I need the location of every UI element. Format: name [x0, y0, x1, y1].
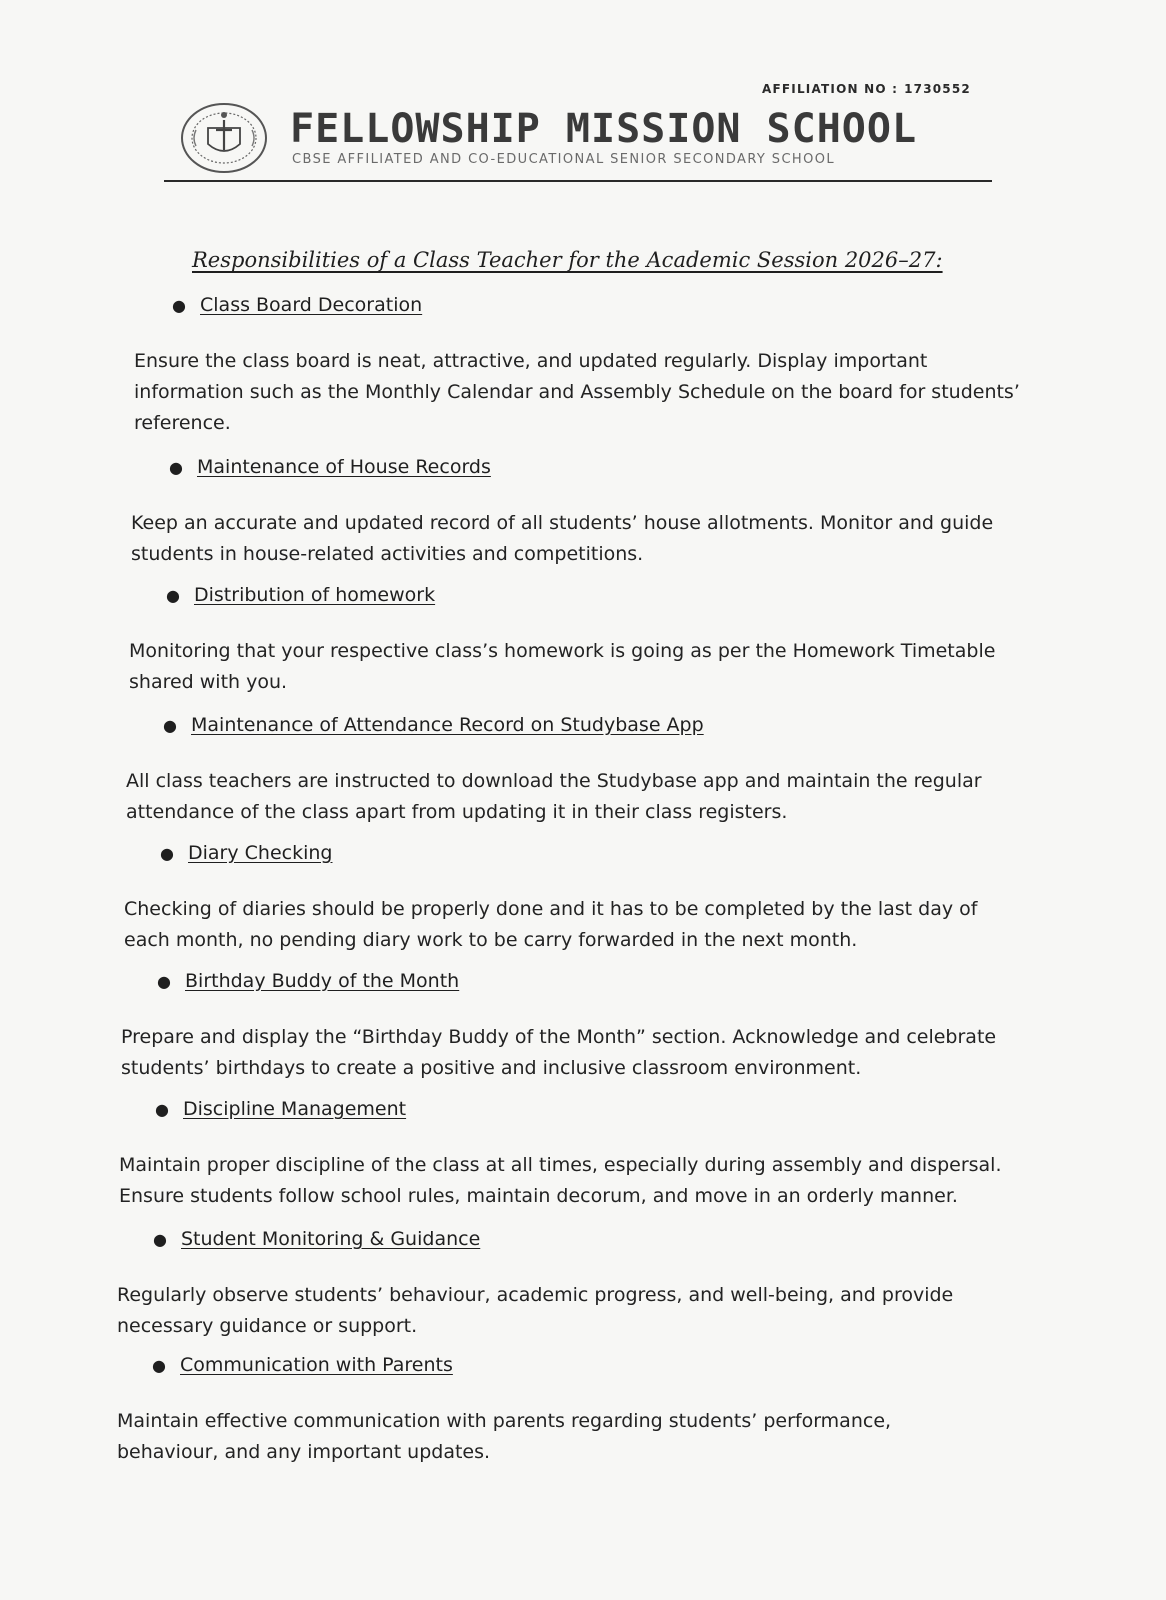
header-divider: [164, 180, 992, 182]
section-body: Maintain proper discipline of the class at all times, especially during assembly and dispersal. Ensure students follow school rules, maintain decorum, and move in an orderly manner.: [119, 1154, 1002, 1207]
section-heading: [166, 584, 435, 606]
section-heading-text: Student Monitoring & Guidance: [181, 1228, 481, 1250]
affiliation-line: [762, 82, 971, 96]
bullet-icon: ●: [172, 296, 186, 315]
bullet-icon: ●: [160, 844, 174, 863]
section-body: Monitoring that your respective class’s homework is going as per the Homework Timetable shared with you.: [129, 640, 996, 693]
bullet-icon: ●: [155, 1100, 169, 1119]
section-heading: [152, 1354, 453, 1376]
section-heading: [157, 970, 459, 992]
bullet-icon: ●: [166, 586, 180, 605]
bullet-icon: ●: [157, 972, 171, 991]
section-body: All class teachers are instructed to download the Studybase app and maintain the regular attendance of the class apart from updating it in their class registers.: [126, 770, 982, 823]
affiliation-number: 1730552: [904, 82, 971, 96]
section-heading: [155, 1098, 406, 1120]
section-body: Regularly observe students’ behaviour, academic progress, and well-being, and provide necessary guidance or support.: [117, 1284, 954, 1337]
section-heading: [169, 456, 491, 478]
section-heading-text: Maintenance of House Records: [197, 456, 491, 478]
section-heading-text: Birthday Buddy of the Month: [185, 970, 460, 992]
section-body: Prepare and display the “Birthday Buddy of the Month” section. Acknowledge and celebrate students’ birthdays to create a positive and inclusive classroom environment.: [121, 1026, 997, 1079]
bullet-icon: ●: [152, 1356, 166, 1375]
section-heading: [163, 714, 704, 736]
section-heading: [160, 842, 332, 864]
bullet-icon: ●: [163, 716, 177, 735]
section-body: Ensure the class board is neat, attractive, and updated regularly. Display important information such as the Monthly Calendar and Assembly Schedule on the board for students’ reference.: [134, 350, 1020, 434]
section-heading-text: Maintenance of Attendance Record on Studybase App: [191, 714, 704, 736]
section-heading-text: Distribution of homework: [194, 584, 436, 606]
section-heading-text: Communication with Parents: [180, 1354, 453, 1376]
bullet-icon: ●: [153, 1230, 167, 1249]
school-name: FELLOWSHIP MISSION SCHOOL: [290, 106, 918, 152]
section-heading-text: Discipline Management: [183, 1098, 407, 1120]
section-heading: [153, 1228, 480, 1250]
section-body: Keep an accurate and updated record of all students’ house allotments. Monitor and guide students in house-related activities and competitions.: [131, 512, 994, 565]
section-heading: [172, 294, 422, 316]
school-subtitle: CBSE AFFILIATED AND CO-EDUCATIONAL SENIOR SECONDARY SCHOOL: [292, 152, 836, 167]
section-heading-text: Diary Checking: [188, 842, 333, 864]
section-body: Maintain effective communication with parents regarding students’ performance, behaviour, and any important updates.: [117, 1410, 892, 1463]
school-crest-icon: [178, 100, 272, 176]
section-heading-text: Class Board Decoration: [200, 294, 423, 316]
bullet-icon: ●: [169, 458, 183, 477]
section-body: Checking of diaries should be properly done and it has to be completed by the last day of each month, no pending diary work to be carry forwarded in the next month.: [124, 898, 978, 951]
affiliation-label: AFFILIATION NO :: [762, 82, 899, 96]
document-title: Responsibilities of a Class Teacher for the Academic Session 2026–27:: [192, 248, 943, 272]
